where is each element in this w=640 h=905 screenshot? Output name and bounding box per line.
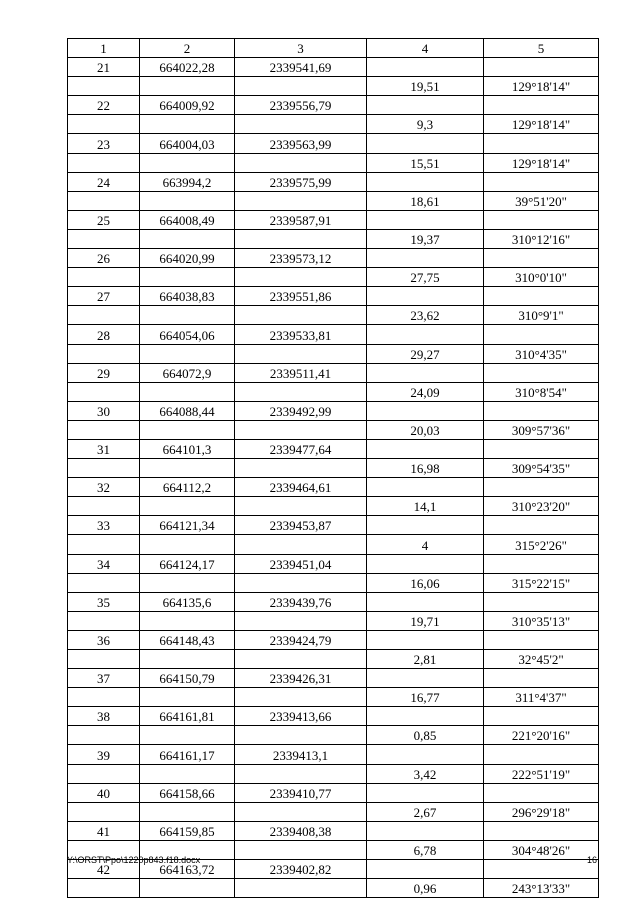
- point-number-cell: 42: [68, 860, 140, 879]
- angle-cell: 310°4'35": [484, 344, 599, 363]
- empty-cell: [367, 592, 484, 611]
- point-row: [68, 630, 599, 649]
- x-coordinate-cell: 664124,17: [140, 554, 235, 573]
- segment-row: [68, 459, 599, 478]
- column-header-1: 1: [68, 39, 140, 58]
- empty-cell: [235, 77, 367, 96]
- x-coordinate-cell: 664148,43: [140, 630, 235, 649]
- empty-cell: [235, 535, 367, 554]
- point-number-cell: 26: [68, 249, 140, 268]
- empty-cell: [484, 210, 599, 229]
- point-number-cell: 32: [68, 478, 140, 497]
- x-coordinate-cell: 664088,44: [140, 401, 235, 420]
- empty-cell: [68, 726, 140, 745]
- empty-cell: [484, 554, 599, 573]
- empty-cell: [235, 191, 367, 210]
- point-number-cell: 41: [68, 821, 140, 840]
- segment-row: [68, 115, 599, 134]
- empty-cell: [367, 669, 484, 688]
- empty-cell: [367, 363, 484, 382]
- distance-cell: 15,51: [367, 153, 484, 172]
- point-number-cell: 29: [68, 363, 140, 382]
- point-row: [68, 554, 599, 573]
- segment-row: [68, 802, 599, 821]
- segment-row: [68, 879, 599, 898]
- x-coordinate-cell: 664112,2: [140, 478, 235, 497]
- distance-cell: 19,71: [367, 611, 484, 630]
- point-row: [68, 783, 599, 802]
- angle-cell: 296°29'18": [484, 802, 599, 821]
- angle-cell: 311°4'37": [484, 688, 599, 707]
- empty-cell: [68, 764, 140, 783]
- empty-cell: [235, 802, 367, 821]
- point-row: [68, 821, 599, 840]
- segment-row: [68, 306, 599, 325]
- empty-cell: [140, 191, 235, 210]
- angle-cell: 315°22'15": [484, 573, 599, 592]
- y-coordinate-cell: 2339410,77: [235, 783, 367, 802]
- empty-cell: [484, 516, 599, 535]
- y-coordinate-cell: 2339402,82: [235, 860, 367, 879]
- angle-cell: 309°54'35": [484, 459, 599, 478]
- angle-cell: 221°20'16": [484, 726, 599, 745]
- y-coordinate-cell: 2339424,79: [235, 630, 367, 649]
- empty-cell: [140, 382, 235, 401]
- empty-cell: [68, 459, 140, 478]
- empty-cell: [367, 745, 484, 764]
- distance-cell: 24,09: [367, 382, 484, 401]
- point-number-cell: 31: [68, 439, 140, 458]
- y-coordinate-cell: 2339541,69: [235, 58, 367, 77]
- point-row: [68, 210, 599, 229]
- distance-cell: 0,96: [367, 879, 484, 898]
- empty-cell: [140, 459, 235, 478]
- x-coordinate-cell: 664004,03: [140, 134, 235, 153]
- empty-cell: [367, 249, 484, 268]
- empty-cell: [367, 172, 484, 191]
- y-coordinate-cell: 2339556,79: [235, 96, 367, 115]
- empty-cell: [367, 516, 484, 535]
- point-number-cell: 34: [68, 554, 140, 573]
- y-coordinate-cell: 2339413,66: [235, 707, 367, 726]
- empty-cell: [367, 96, 484, 115]
- empty-cell: [367, 707, 484, 726]
- angle-cell: 310°23'20": [484, 497, 599, 516]
- segment-row: [68, 535, 599, 554]
- empty-cell: [68, 535, 140, 554]
- point-row: [68, 516, 599, 535]
- point-row: [68, 325, 599, 344]
- empty-cell: [68, 573, 140, 592]
- empty-cell: [68, 191, 140, 210]
- point-number-cell: 25: [68, 210, 140, 229]
- distance-cell: 23,62: [367, 306, 484, 325]
- empty-cell: [68, 115, 140, 134]
- empty-cell: [367, 58, 484, 77]
- empty-cell: [484, 630, 599, 649]
- distance-cell: 2,81: [367, 650, 484, 669]
- empty-cell: [140, 688, 235, 707]
- empty-cell: [140, 229, 235, 248]
- point-number-cell: 21: [68, 58, 140, 77]
- empty-cell: [484, 249, 599, 268]
- x-coordinate-cell: 664161,81: [140, 707, 235, 726]
- empty-cell: [235, 229, 367, 248]
- point-row: [68, 745, 599, 764]
- point-number-cell: 23: [68, 134, 140, 153]
- empty-cell: [235, 726, 367, 745]
- distance-cell: 16,98: [367, 459, 484, 478]
- distance-cell: 20,03: [367, 420, 484, 439]
- empty-cell: [140, 650, 235, 669]
- empty-cell: [484, 325, 599, 344]
- point-row: [68, 439, 599, 458]
- point-row: [68, 249, 599, 268]
- empty-cell: [140, 115, 235, 134]
- empty-cell: [367, 401, 484, 420]
- point-number-cell: 24: [68, 172, 140, 191]
- empty-cell: [235, 382, 367, 401]
- x-coordinate-cell: 664163,72: [140, 860, 235, 879]
- point-number-cell: 39: [68, 745, 140, 764]
- empty-cell: [140, 77, 235, 96]
- distance-cell: 0,85: [367, 726, 484, 745]
- segment-row: [68, 726, 599, 745]
- x-coordinate-cell: 664009,92: [140, 96, 235, 115]
- empty-cell: [140, 573, 235, 592]
- angle-cell: 39°51'20": [484, 191, 599, 210]
- y-coordinate-cell: 2339573,12: [235, 249, 367, 268]
- segment-row: [68, 382, 599, 401]
- empty-cell: [140, 420, 235, 439]
- y-coordinate-cell: 2339477,64: [235, 439, 367, 458]
- empty-cell: [68, 344, 140, 363]
- y-coordinate-cell: 2339453,87: [235, 516, 367, 535]
- empty-cell: [235, 497, 367, 516]
- y-coordinate-cell: 2339563,99: [235, 134, 367, 153]
- point-row: [68, 478, 599, 497]
- header-row: [68, 39, 599, 58]
- segment-row: [68, 229, 599, 248]
- column-header-5: 5: [484, 39, 599, 58]
- point-row: [68, 401, 599, 420]
- empty-cell: [140, 306, 235, 325]
- column-header-3: 3: [235, 39, 367, 58]
- empty-cell: [68, 382, 140, 401]
- y-coordinate-cell: 2339426,31: [235, 669, 367, 688]
- x-coordinate-cell: 664072,9: [140, 363, 235, 382]
- y-coordinate-cell: 2339575,99: [235, 172, 367, 191]
- empty-cell: [484, 134, 599, 153]
- angle-cell: 129°18'14": [484, 153, 599, 172]
- segment-row: [68, 77, 599, 96]
- distance-cell: 18,61: [367, 191, 484, 210]
- y-coordinate-cell: 2339451,04: [235, 554, 367, 573]
- point-number-cell: 35: [68, 592, 140, 611]
- empty-cell: [484, 401, 599, 420]
- y-coordinate-cell: 2339551,86: [235, 287, 367, 306]
- distance-cell: 2,67: [367, 802, 484, 821]
- empty-cell: [140, 726, 235, 745]
- distance-cell: 6,78: [367, 840, 484, 859]
- segment-row: [68, 191, 599, 210]
- table-body: [68, 58, 599, 898]
- angle-cell: 310°9'1": [484, 306, 599, 325]
- segment-row: [68, 153, 599, 172]
- footer-file-path: Y:\ORST\Ppo\1220p843.f18.docx: [67, 855, 201, 865]
- empty-cell: [367, 287, 484, 306]
- empty-cell: [367, 325, 484, 344]
- empty-cell: [235, 611, 367, 630]
- empty-cell: [68, 497, 140, 516]
- x-coordinate-cell: 664020,99: [140, 249, 235, 268]
- empty-cell: [140, 153, 235, 172]
- empty-cell: [140, 764, 235, 783]
- empty-cell: [367, 630, 484, 649]
- segment-row: [68, 688, 599, 707]
- empty-cell: [68, 611, 140, 630]
- angle-cell: 315°2'26": [484, 535, 599, 554]
- segment-row: [68, 420, 599, 439]
- empty-cell: [140, 611, 235, 630]
- y-coordinate-cell: 2339464,61: [235, 478, 367, 497]
- empty-cell: [367, 783, 484, 802]
- point-row: [68, 134, 599, 153]
- footer-page-number: 16: [586, 855, 597, 865]
- point-number-cell: 30: [68, 401, 140, 420]
- empty-cell: [235, 306, 367, 325]
- x-coordinate-cell: 664150,79: [140, 669, 235, 688]
- angle-cell: 310°35'13": [484, 611, 599, 630]
- empty-cell: [484, 96, 599, 115]
- angle-cell: 129°18'14": [484, 115, 599, 134]
- angle-cell: 129°18'14": [484, 77, 599, 96]
- segment-row: [68, 573, 599, 592]
- distance-cell: 29,27: [367, 344, 484, 363]
- empty-cell: [68, 802, 140, 821]
- y-coordinate-cell: 2339533,81: [235, 325, 367, 344]
- empty-cell: [68, 650, 140, 669]
- empty-cell: [235, 344, 367, 363]
- x-coordinate-cell: 664054,06: [140, 325, 235, 344]
- column-header-2: 2: [140, 39, 235, 58]
- empty-cell: [484, 363, 599, 382]
- point-number-cell: 33: [68, 516, 140, 535]
- empty-cell: [484, 287, 599, 306]
- empty-cell: [367, 860, 484, 879]
- empty-cell: [235, 268, 367, 287]
- angle-cell: 309°57'36": [484, 420, 599, 439]
- empty-cell: [68, 688, 140, 707]
- x-coordinate-cell: 664161,17: [140, 745, 235, 764]
- point-number-cell: 38: [68, 707, 140, 726]
- empty-cell: [484, 821, 599, 840]
- y-coordinate-cell: 2339511,41: [235, 363, 367, 382]
- x-coordinate-cell: 664121,34: [140, 516, 235, 535]
- point-number-cell: 27: [68, 287, 140, 306]
- x-coordinate-cell: 664101,3: [140, 439, 235, 458]
- empty-cell: [235, 153, 367, 172]
- distance-cell: 9,3: [367, 115, 484, 134]
- angle-cell: 304°48'26": [484, 840, 599, 859]
- segment-row: [68, 650, 599, 669]
- angle-cell: 32°45'2": [484, 650, 599, 669]
- empty-cell: [140, 344, 235, 363]
- distance-cell: 27,75: [367, 268, 484, 287]
- empty-cell: [367, 210, 484, 229]
- empty-cell: [140, 535, 235, 554]
- empty-cell: [484, 707, 599, 726]
- empty-cell: [68, 879, 140, 898]
- empty-cell: [484, 439, 599, 458]
- column-header-4: 4: [367, 39, 484, 58]
- table-header: [68, 39, 599, 58]
- empty-cell: [484, 669, 599, 688]
- point-row: [68, 58, 599, 77]
- empty-cell: [68, 306, 140, 325]
- empty-cell: [68, 77, 140, 96]
- x-coordinate-cell: 664038,83: [140, 287, 235, 306]
- point-number-cell: 37: [68, 669, 140, 688]
- y-coordinate-cell: 2339413,1: [235, 745, 367, 764]
- angle-cell: 243°13'33": [484, 879, 599, 898]
- angle-cell: 310°0'10": [484, 268, 599, 287]
- angle-cell: 222°51'19": [484, 764, 599, 783]
- y-coordinate-cell: 2339439,76: [235, 592, 367, 611]
- empty-cell: [140, 802, 235, 821]
- x-coordinate-cell: 664158,66: [140, 783, 235, 802]
- point-row: [68, 669, 599, 688]
- angle-cell: 310°8'54": [484, 382, 599, 401]
- segment-row: [68, 611, 599, 630]
- empty-cell: [68, 153, 140, 172]
- x-coordinate-cell: 664022,28: [140, 58, 235, 77]
- distance-cell: 16,77: [367, 688, 484, 707]
- empty-cell: [367, 554, 484, 573]
- empty-cell: [235, 879, 367, 898]
- point-row: [68, 363, 599, 382]
- empty-cell: [140, 497, 235, 516]
- point-row: [68, 592, 599, 611]
- point-row: [68, 287, 599, 306]
- empty-cell: [68, 229, 140, 248]
- empty-cell: [235, 764, 367, 783]
- point-number-cell: 40: [68, 783, 140, 802]
- empty-cell: [235, 115, 367, 134]
- empty-cell: [367, 478, 484, 497]
- point-number-cell: 22: [68, 96, 140, 115]
- segment-row: [68, 764, 599, 783]
- empty-cell: [367, 821, 484, 840]
- empty-cell: [484, 860, 599, 879]
- empty-cell: [235, 459, 367, 478]
- distance-cell: 19,37: [367, 229, 484, 248]
- empty-cell: [367, 134, 484, 153]
- empty-cell: [484, 592, 599, 611]
- point-row: [68, 96, 599, 115]
- distance-cell: 3,42: [367, 764, 484, 783]
- empty-cell: [235, 573, 367, 592]
- distance-cell: 16,06: [367, 573, 484, 592]
- empty-cell: [140, 268, 235, 287]
- empty-cell: [68, 268, 140, 287]
- empty-cell: [235, 420, 367, 439]
- segment-row: [68, 497, 599, 516]
- distance-cell: 4: [367, 535, 484, 554]
- empty-cell: [484, 172, 599, 191]
- x-coordinate-cell: 664008,49: [140, 210, 235, 229]
- empty-cell: [140, 879, 235, 898]
- point-row: [68, 707, 599, 726]
- y-coordinate-cell: 2339587,91: [235, 210, 367, 229]
- distance-cell: 14,1: [367, 497, 484, 516]
- angle-cell: 310°12'16": [484, 229, 599, 248]
- empty-cell: [484, 745, 599, 764]
- point-row: [68, 172, 599, 191]
- y-coordinate-cell: 2339492,99: [235, 401, 367, 420]
- empty-cell: [235, 688, 367, 707]
- segment-row: [68, 344, 599, 363]
- point-number-cell: 36: [68, 630, 140, 649]
- empty-cell: [484, 783, 599, 802]
- distance-cell: 19,51: [367, 77, 484, 96]
- empty-cell: [235, 840, 367, 859]
- x-coordinate-cell: 663994,2: [140, 172, 235, 191]
- point-number-cell: 28: [68, 325, 140, 344]
- x-coordinate-cell: 664159,85: [140, 821, 235, 840]
- empty-cell: [484, 478, 599, 497]
- empty-cell: [367, 439, 484, 458]
- x-coordinate-cell: 664135,6: [140, 592, 235, 611]
- empty-cell: [68, 420, 140, 439]
- empty-cell: [484, 58, 599, 77]
- y-coordinate-cell: 2339408,38: [235, 821, 367, 840]
- segment-row: [68, 268, 599, 287]
- coordinates-table: [67, 38, 599, 898]
- empty-cell: [235, 650, 367, 669]
